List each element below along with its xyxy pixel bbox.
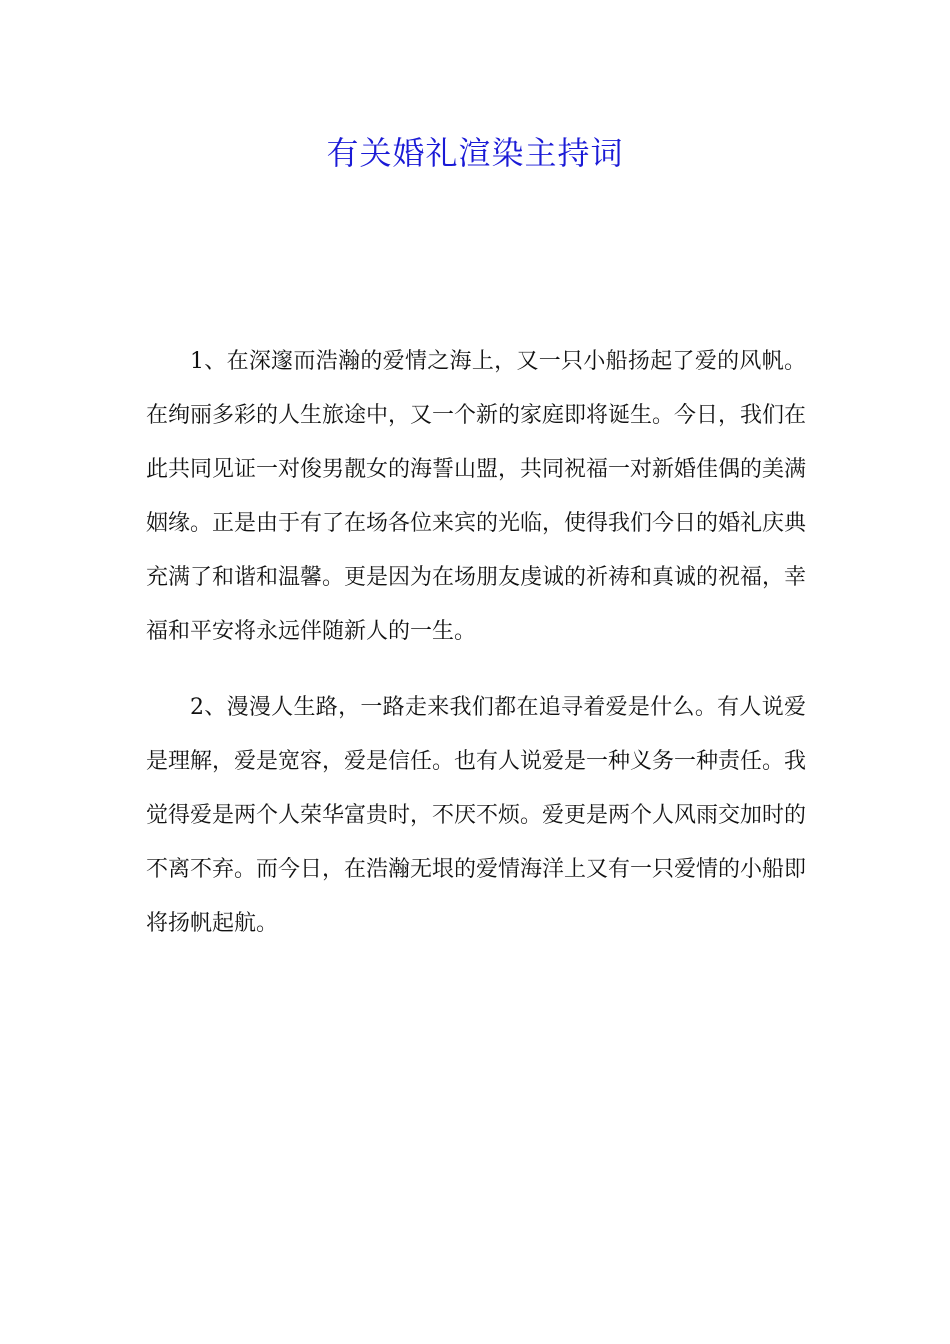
paragraph-1: 1、在深邃而浩瀚的爱情之海上，又一只小船扬起了爱的风帆。在绚丽多彩的人生旅途中，又一个新的家庭即将诞生。今日，我们在此共同见证一对俊男靓女的海誓山盟，共同祝福一对新婚佳偶的美满姻缘。正是由于有了在场各位来宾的光临，使得我们今日的婚礼庆典充满了和谐和温馨。更是因为在场朋友虔诚的祈祷和真诚的祝福，幸福和平安将永远伴随新人的一生。	[146, 349, 807, 644]
page-title: 有关婚礼渲染主持词	[326, 134, 624, 172]
paragraph-2: 2、漫漫人生路，一路走来我们都在追寻着爱是什么。有人说爱是理解，爱是宽容，爱是信任。也有人说爱是一种义务一种责任。我觉得爱是两个人荣华富贵时，不厌不烦。爱更是两个人风雨交加时的不离不弃。而今日，在浩瀚无垠的爱情海洋上又有一只爱情的小船即将扬帆起航。	[146, 695, 807, 936]
document-body	[146, 335, 806, 973]
